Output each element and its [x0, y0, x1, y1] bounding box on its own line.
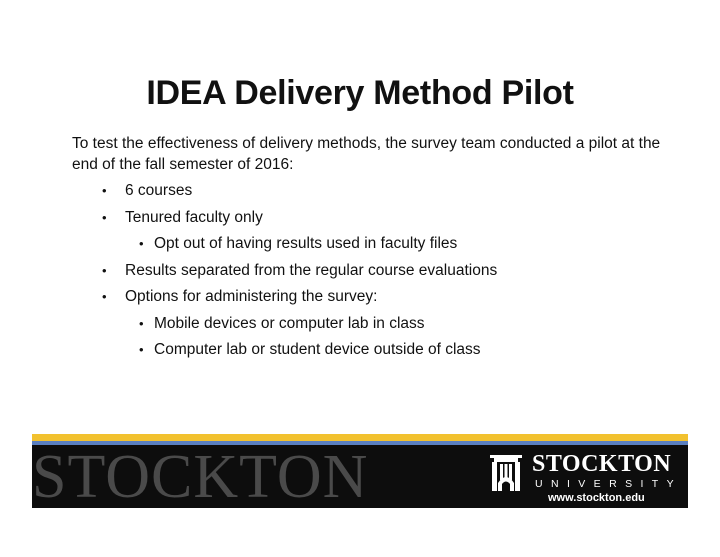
intro-paragraph: To test the effectiveness of delivery methods, the survey team conducted a pilot at the end of the fall semester of 2016: [72, 135, 661, 173]
bullet-marker: • [102, 262, 107, 278]
bullet-marker: • [102, 183, 107, 198]
bullet-text: Computer lab or student device outside of class [154, 341, 481, 358]
bullet-results-separated [72, 261, 672, 281]
stockton-wordmark: STOCKTON [532, 451, 672, 477]
slide-body [72, 133, 672, 367]
footer-band [32, 445, 688, 508]
stockton-watermark: STOCKTON [32, 446, 369, 508]
bullet-marker: • [139, 342, 144, 357]
bullet-computer-lab [72, 340, 672, 360]
university-tower-icon [488, 453, 524, 493]
bullet-courses [72, 181, 672, 201]
bullet-marker: • [139, 315, 144, 331]
bullet-marker: • [139, 236, 144, 251]
gold-stripe [32, 434, 688, 441]
bullet-marker: • [102, 209, 107, 225]
bullet-text: Opt out of having results used in faculty files [154, 235, 458, 252]
bullet-text: Results separated from the regular course evaluations [125, 261, 498, 279]
bullet-opt-out [72, 234, 672, 254]
bullet-text: Mobile devices or computer lab in class [154, 314, 425, 332]
slide-title: IDEA Delivery Method Pilot [146, 74, 574, 112]
bullet-tenured-faculty [72, 208, 672, 228]
website-url: www.stockton.edu [548, 492, 645, 504]
university-wordmark: UNIVERSITY [535, 478, 683, 490]
bullet-marker: • [102, 289, 107, 304]
footer-banner [32, 434, 688, 508]
bullet-options [72, 287, 672, 307]
bullet-text: Tenured faculty only [125, 208, 263, 226]
bullet-text: 6 courses [125, 182, 193, 199]
bullet-mobile-devices [72, 314, 672, 334]
bullet-text: Options for administering the survey: [125, 288, 378, 305]
